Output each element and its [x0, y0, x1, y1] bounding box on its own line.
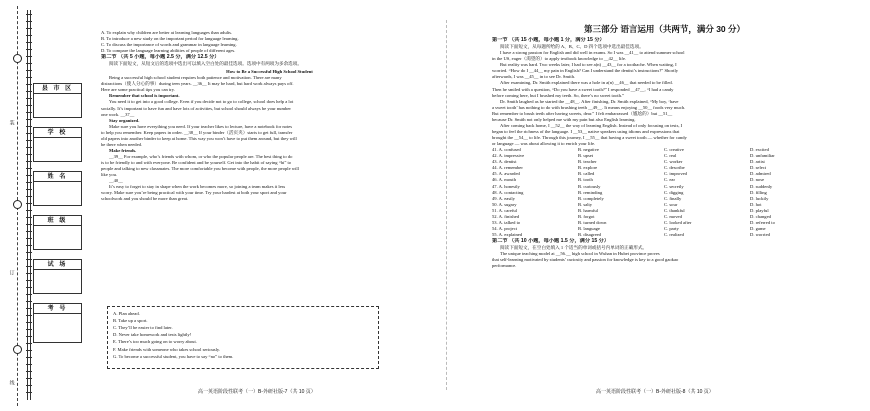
- choice-option: 43. A. dentist: [492, 159, 517, 165]
- box-option: F. Make friends with someone who takes school seriously.: [113, 346, 221, 352]
- rail-tick: [26, 231, 32, 232]
- rail-tick: [26, 126, 32, 127]
- passage-line: worried. “How do I __44__ my pain in English? Can I understand the dentist’s instructions?” Shortly: [492, 68, 679, 74]
- field-label: 姓 名: [34, 172, 81, 182]
- field-label: 考 号: [34, 304, 81, 314]
- article-line: Being a successful high school student requires both patience and motivation. There are many: [109, 75, 282, 81]
- rail-tick: [26, 350, 32, 351]
- rail-tick: [26, 133, 32, 134]
- field-label: 学 校: [34, 128, 81, 138]
- question-options: [101, 30, 438, 54]
- article-line: like you.: [101, 172, 118, 178]
- seven-choose-five-options: [107, 306, 379, 369]
- choice-option: D. artist: [750, 159, 765, 165]
- choice-option: B. upset: [578, 153, 594, 159]
- right-page: [492, 24, 837, 269]
- rail-tick: [26, 35, 32, 36]
- rail-tick: [26, 189, 32, 190]
- rail-tick: [26, 357, 32, 358]
- choice-option: 53. A. talked to: [492, 219, 521, 225]
- rail-tick: [26, 182, 32, 183]
- grammar-fill-passage: [492, 251, 837, 269]
- choice-option: C. finally: [664, 195, 682, 201]
- rail-tick: [26, 70, 32, 71]
- field-name[interactable]: [33, 171, 82, 206]
- binding-hole-icon: [13, 200, 22, 209]
- choice-option: B. harmful: [578, 207, 598, 213]
- choice-option: C. improved: [664, 171, 687, 177]
- choice-option: C. secretly: [664, 183, 684, 189]
- section-heading: 第一节 （共 15 小题，每小题 1 分，满分 15 分）: [492, 37, 605, 44]
- rail-tick: [26, 77, 32, 78]
- tip-heading: Make friends.: [109, 147, 137, 153]
- cloze-passage: [492, 50, 837, 147]
- rail-tick: [26, 301, 32, 302]
- passage-line: before coming here, but I brushed my teeth. So, there’s no sweet tooth.”: [492, 92, 625, 98]
- rail-tick: [26, 378, 32, 379]
- choice-option: B. reminding: [578, 189, 603, 195]
- page-divider: [446, 20, 447, 390]
- rail-tick: [26, 105, 32, 106]
- box-option: A. Plan ahead.: [113, 311, 140, 316]
- choice-option: D. playful: [750, 207, 769, 213]
- rail-tick: [26, 154, 32, 155]
- choice-option: C. describe: [664, 165, 685, 171]
- choice-option: D. select: [750, 165, 767, 171]
- article-line: schoolwork and you should be more than great.: [101, 196, 189, 202]
- rail-tick: [26, 112, 32, 113]
- passage-line: because Dr. Smith not only helped me with my pain but also English learning.: [492, 116, 636, 122]
- choice-option: D. luckily: [750, 195, 769, 201]
- section-heading: 第二节 （共 10 小题，每小题 1.5 分，满分 15 分）: [492, 238, 610, 245]
- passage-line: I have a strong passion for English and did well in exams. So I was __41__ to attend summer school: [500, 50, 685, 56]
- choice-option: D. game: [750, 225, 766, 231]
- rail-tick: [26, 224, 32, 225]
- passage-line: or language — was about allowing it to enrich your life.: [492, 141, 596, 147]
- binding-hole-icon: [13, 345, 22, 354]
- article-line: You need it to get into a good college. Even if you decide not to go to college, school does help a lot: [109, 99, 294, 105]
- rail-tick: [26, 266, 32, 267]
- choice-option: 54. A. project: [492, 225, 518, 231]
- article-line: Here are some practical tips you can try.: [101, 87, 175, 93]
- choice-option: B. curiously: [578, 183, 601, 189]
- rail-tick: [26, 343, 32, 344]
- field-label: 县 市 区: [34, 84, 81, 94]
- choice-option: C. ear: [664, 177, 675, 183]
- rail-tick: [26, 252, 32, 253]
- article-line: old papers into another binder to keep at home. This way you won’t have to put them around, but they will: [101, 135, 297, 141]
- cut-word: 装: [8, 120, 15, 125]
- field-county[interactable]: [33, 83, 82, 118]
- choice-option: 44. A. remember: [492, 165, 523, 171]
- rail-tick: [26, 238, 32, 239]
- choice-option: D. admired: [750, 171, 771, 177]
- rail-tick: [26, 217, 32, 218]
- choice-option: D. referred to: [750, 219, 775, 225]
- option-line: B. To introduce a new study on the important period for language learning.: [101, 36, 239, 42]
- choice-option: B. called: [578, 171, 595, 177]
- passage-line: a sweet tooth’ has nothing to do with brushing teeth __49__. It means enjoying __50__ foods very much.: [492, 104, 686, 110]
- rail-tick: [26, 203, 32, 204]
- field-school[interactable]: [33, 127, 82, 162]
- passage-line: Dr. Smith laughed as he started the __48__. After finishing, Dr. Smith explained, “My boy, ‘have: [500, 98, 679, 104]
- box-option: E. There’s too much going on to worry about.: [113, 339, 197, 345]
- article-body: [101, 75, 438, 202]
- choice-option: B. negative: [578, 147, 599, 153]
- rail-tick: [26, 98, 32, 99]
- rail-tick: [26, 91, 32, 92]
- choice-option: B. turned down: [578, 219, 607, 225]
- rail-tick: [26, 308, 32, 309]
- choice-option: C. real: [664, 153, 677, 159]
- article-title: How to Be a Successful High School Student: [226, 69, 313, 75]
- rail-tick: [26, 168, 32, 169]
- choice-option: 42. A. impressive: [492, 153, 525, 159]
- passage-line: began to feel the richness of the language. I __53__ native speakers using idioms and expressions that: [492, 128, 680, 134]
- choice-option: D. unfamiliar: [750, 153, 775, 159]
- rail-tick: [26, 294, 32, 295]
- article-line: __39__ For example, who’s friends with whom, or who the popular people are. The best thing to do: [109, 154, 293, 160]
- rail-tick: [26, 336, 32, 337]
- rail-tick: [26, 371, 32, 372]
- article-line: It’s easy to forget to stay in shape when the work becomes more, so joining a team makes it less: [109, 184, 286, 190]
- rail-tick: [26, 49, 32, 50]
- section-instructions: 阅读下面短文，从短文后的选项中选出可以填入空白处的最佳选项。选项中有两项为多余选项。: [109, 61, 302, 67]
- choice-option: C. looked after: [664, 219, 692, 225]
- rail-tick: [26, 364, 32, 365]
- choice-option: D. changed: [750, 213, 771, 219]
- choice-option: C. digging: [664, 189, 684, 195]
- article-line: to help you remember. Keep papers in order. __38__ If your binder（活页夹）starts to get full, transfer: [101, 129, 293, 135]
- article-line: socially. It’s important to have fun and have lots of activities, but school should always be your number: [101, 105, 291, 111]
- cut-word: 订: [8, 270, 15, 275]
- box-option: D. Never take homework and tests lightly!: [113, 332, 192, 338]
- choice-option: C. moved: [664, 213, 682, 219]
- article-line: be there when needed.: [101, 141, 143, 147]
- choice-option: 48. A. contacting: [492, 189, 524, 195]
- section-instructions: 阅读下面短文，从每题所给的 A、B、C、D 四个选项中选出最佳选项。: [500, 44, 644, 50]
- choice-option: B. disagreed: [578, 232, 601, 238]
- passage-line: afterwards, I was __45__ in to see Dr. Smith.: [492, 74, 576, 80]
- cut-word: 线: [8, 380, 15, 385]
- passage-line: performance.: [492, 263, 517, 269]
- rail-tick: [26, 161, 32, 162]
- choice-option: C. creative: [664, 147, 684, 153]
- choice-option: B. explore: [578, 165, 598, 171]
- choice-option: 52. A. finished: [492, 213, 520, 219]
- passage-line: After coming back home, I __52__ the way of learning English. Instead of only focusing on tests, I: [500, 122, 683, 128]
- passage-line: But remember to brush teeth after having sweets, dear.” I felt embarrassed（尴尬的）but __51__: [492, 110, 673, 116]
- passage-line: in the US, eager（渴望的）to apply textbook knowledge to __42__ life.: [492, 56, 627, 62]
- section-heading: 第二节 （共 5 小题，每小题 2.5 分，满分 12.5 分）: [101, 54, 220, 61]
- rail-tick: [26, 140, 32, 141]
- rail-tick: [26, 329, 32, 330]
- binding-rail: [27, 10, 31, 400]
- rail-tick: [26, 392, 32, 393]
- rail-tick: [26, 84, 32, 85]
- passage-line: After examining, Dr. Smith explained there was a hole in a(n) __46__ that needed to be filled.: [500, 80, 673, 86]
- choice-option: 47. A. honestly: [492, 183, 520, 189]
- choice-option: B. salty: [578, 201, 593, 207]
- option-line: A. To explain why children are better at learning languages than adults.: [101, 30, 233, 35]
- rail-tick: [26, 245, 32, 246]
- passage-line: But reality was hard. Two weeks later, I had to see a(n) __43__ for a toothache. When waiting, I: [500, 62, 677, 68]
- part-title: 第三部分 语言运用（共两节，满分 30 分）: [583, 24, 746, 34]
- article-line: people and talking to new classmates. The more comfortable you become with people, the more people will: [101, 166, 299, 172]
- choice-option: 55. A. explained: [492, 232, 523, 238]
- choice-option: D. filling: [750, 189, 767, 195]
- tip-heading: Remember that school is important.: [109, 93, 180, 99]
- article-line: one work. __37__: [101, 111, 135, 117]
- field-class[interactable]: [33, 215, 82, 250]
- rail-tick: [26, 14, 32, 15]
- choice-option: 50. A. sugary: [492, 201, 517, 207]
- choice-option: 45. A. awarded: [492, 171, 520, 177]
- rail-tick: [26, 210, 32, 211]
- page-footer: 高一英语阶段性联考（一）B-外研社版-7（共 10 页）: [198, 389, 316, 395]
- choice-option: B. language: [578, 225, 600, 231]
- choice-option: B. completely: [578, 195, 604, 201]
- choice-option: C. worker: [664, 159, 683, 165]
- section-instructions: 阅读下面短文，在空白处填入 1 个适当的单词或括号内单词的正确形式。: [500, 244, 648, 250]
- rail-tick: [26, 322, 32, 323]
- field-exam-room[interactable]: [33, 259, 82, 294]
- page-footer: 高一英语阶段性联考（一）B-外研社版-8（共 10 页）: [596, 389, 714, 395]
- passage-line: brought the __54__ to life. Through this journey, I __55__ that having a sweet tooth — whether for candy: [492, 135, 687, 141]
- choice-option: B. forgot: [578, 213, 595, 219]
- box-option: C. They’ll be easier to find later.: [113, 325, 173, 331]
- field-label: 试 场: [34, 260, 81, 270]
- rail-tick: [26, 119, 32, 120]
- passage-line: that self-learning motivated by students’ curiosity and passion for knowledge is key to a good gaokao: [492, 257, 679, 263]
- tip-heading: Stay organized.: [109, 117, 140, 123]
- choice-option: 49. A. easily: [492, 195, 515, 201]
- choice-option: C. thankful: [664, 207, 685, 213]
- choice-option: D. suddenly: [750, 183, 773, 189]
- binding-strip: [0, 0, 100, 411]
- choice-option: B. teacher: [578, 159, 597, 165]
- field-exam-number[interactable]: [33, 303, 82, 343]
- choice-option: 51. A. careful: [492, 207, 518, 213]
- rail-tick: [26, 259, 32, 260]
- choice-option: 46. A. mouth: [492, 177, 516, 183]
- article-line: Make sure you have everything you need. If your teacher likes to lecture, have a notebook for notes: [109, 123, 293, 129]
- choice-option: C. realized: [664, 232, 684, 238]
- box-option: B. Take up a sport.: [113, 318, 148, 324]
- article-line: is to be friendly to and with everyone. Be confident and be yourself. Get into the habit of saying “hi” to: [101, 160, 292, 166]
- rail-tick: [26, 287, 32, 288]
- rail-tick: [26, 147, 32, 148]
- box-option: G. To become a successful student, you have to say “no” to them.: [113, 353, 234, 359]
- choice-option: 41. A. confused: [492, 147, 521, 153]
- rail-tick: [26, 280, 32, 281]
- field-label: 班 级: [34, 216, 81, 226]
- option-line: D. To compare the language learning abilities of people of different ages.: [101, 48, 236, 54]
- rail-tick: [26, 315, 32, 316]
- article-line: distractions（使人分心的事）during teen years. __36__ It may be hard, but hard work always pays off.: [101, 81, 294, 87]
- passage-line: Then he smiled with a question, “Do you have a sweet tooth?” I responded __47__, “I had a candy: [492, 86, 674, 92]
- binding-hole-icon: [13, 54, 22, 63]
- choice-option: D. worried: [750, 232, 770, 238]
- option-line: C. To discuss the importance of words and grammar in language learning.: [101, 42, 237, 48]
- rail-tick: [26, 21, 32, 22]
- choice-option: D. nose: [750, 177, 765, 183]
- rail-tick: [26, 175, 32, 176]
- rail-tick: [26, 42, 32, 43]
- choice-option: C. party: [664, 225, 679, 231]
- rail-tick: [26, 63, 32, 64]
- rail-tick: [26, 273, 32, 274]
- rail-tick: [26, 56, 32, 57]
- choice-option: D. excited: [750, 147, 769, 153]
- choice-option: B. tooth: [578, 177, 593, 183]
- choice-option: D. hot: [750, 201, 762, 207]
- left-page: [101, 30, 438, 203]
- passage-line: The unique teaching model at __56.__ high school in Wuhan in Hubei province proves: [500, 251, 660, 256]
- article-line: __40__: [109, 178, 123, 184]
- cloze-choices: [492, 147, 837, 238]
- choice-option: C. sour: [664, 201, 678, 207]
- rail-tick: [26, 385, 32, 386]
- article-line: worry. Make sure you’re being practical with your time. Try your hardest at both your sport and your: [101, 190, 287, 196]
- rail-tick: [26, 28, 32, 29]
- rail-tick: [26, 196, 32, 197]
